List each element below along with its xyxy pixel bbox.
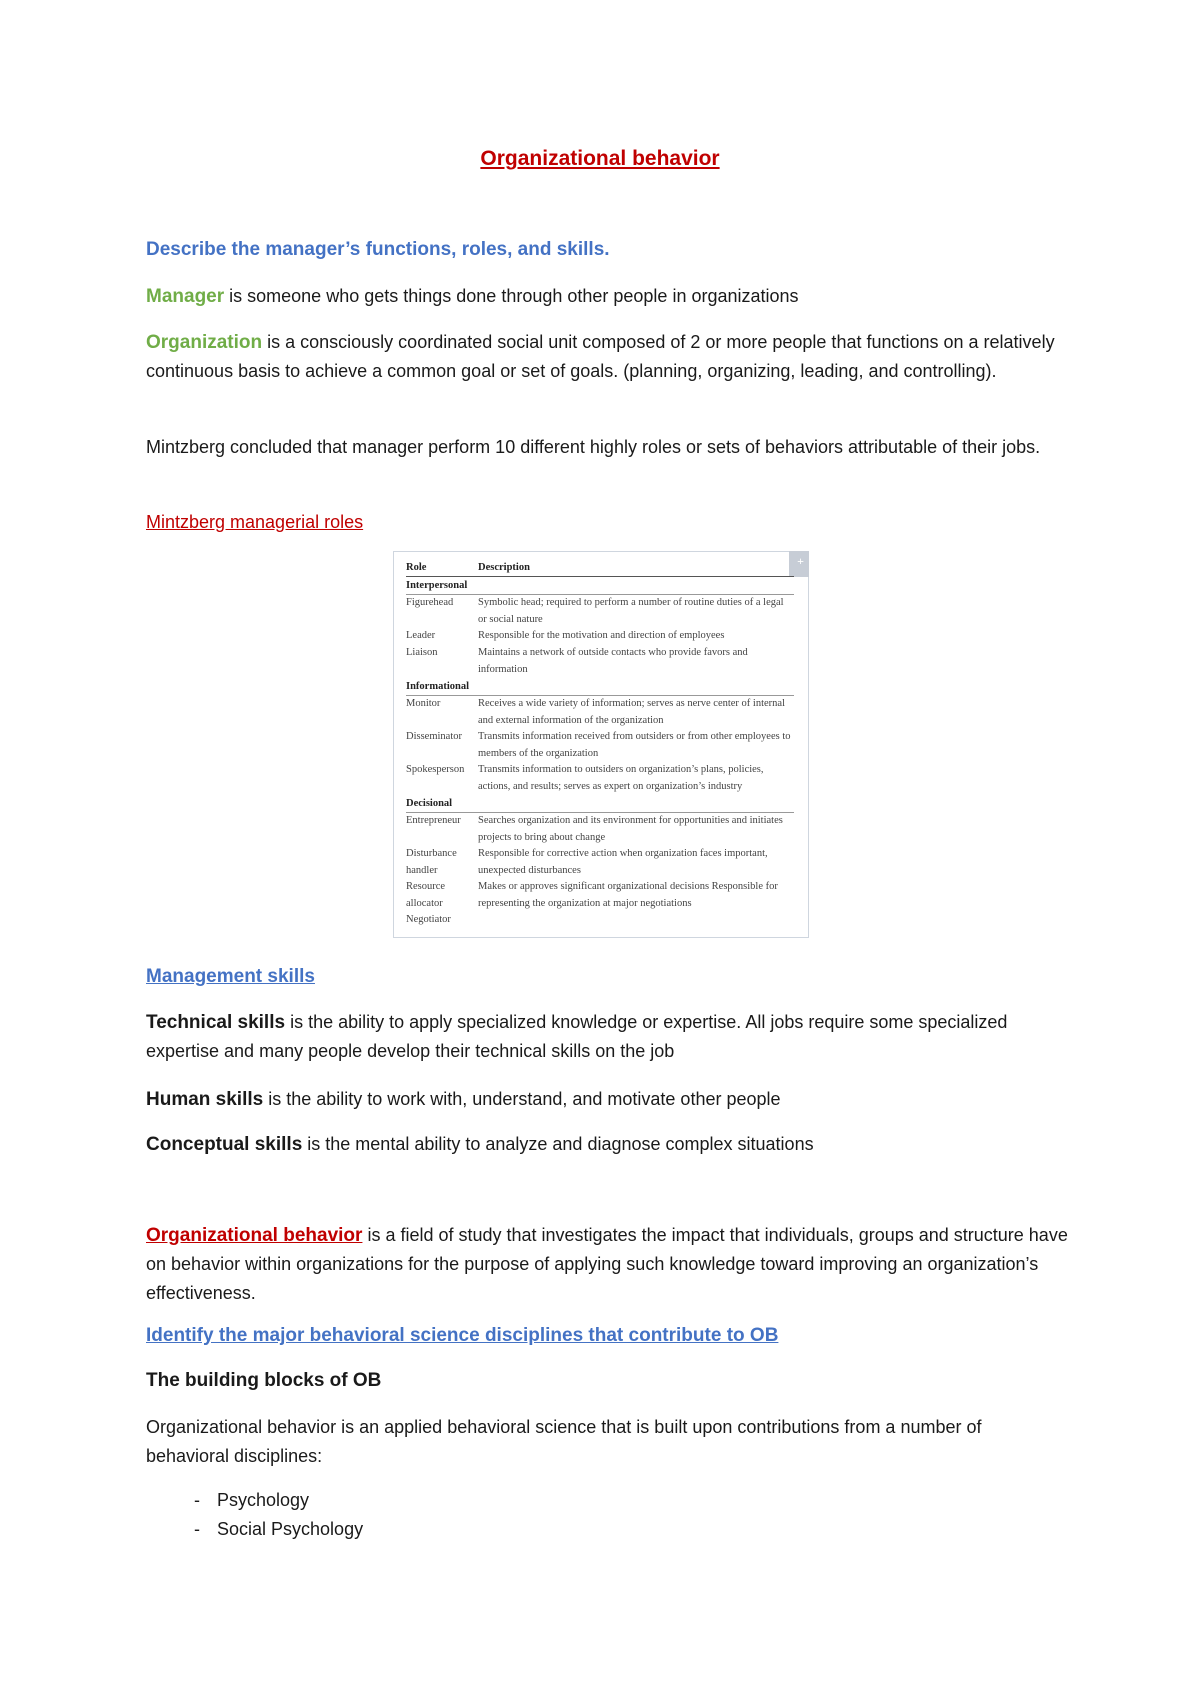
table-category: Decisional bbox=[406, 795, 794, 813]
discipline-social-psychology: Social Psychology bbox=[217, 1519, 364, 1539]
mintzberg-paragraph: Mintzberg concluded that manager perform 10 different highly roles or sets of behaviors attributable of their jobs. bbox=[146, 437, 1041, 457]
table-row bbox=[406, 762, 794, 795]
human-skills-term: Human skills bbox=[146, 1089, 264, 1110]
bookmark-icon[interactable]: + bbox=[789, 551, 809, 577]
conceptual-skills-term: Conceptual skills bbox=[146, 1134, 303, 1155]
organization-definition bbox=[146, 328, 1066, 386]
description-cell: Searches organization and its environment for opportunities and initiates projects to bring about change bbox=[478, 815, 783, 843]
table-body bbox=[406, 577, 794, 929]
applied-science-paragraph: Organizational behavior is an applied behavioral science that is built upon contributions from a number of behavioral disciplines: bbox=[146, 1417, 982, 1466]
human-skills-text: is the ability to work with, understand, and motivate other people bbox=[263, 1089, 781, 1109]
description-cell: Responsible for corrective action when organization faces important, unexpected disturbances bbox=[478, 848, 768, 876]
organization-term: Organization bbox=[146, 332, 263, 353]
table-header-description: Description bbox=[478, 562, 530, 573]
description-cell: Responsible for the motivation and direction of employees bbox=[478, 630, 725, 641]
table-row bbox=[406, 696, 794, 729]
building-blocks-heading: The building blocks of OB bbox=[146, 1370, 382, 1391]
mintzberg-roles-table bbox=[393, 551, 809, 938]
discipline-psychology: Psychology bbox=[217, 1490, 310, 1510]
table-row bbox=[406, 729, 794, 762]
list-item: - Social Psychology bbox=[194, 1519, 364, 1539]
table-row bbox=[406, 912, 794, 929]
description-cell: Maintains a network of outside contacts who provide favors and information bbox=[478, 647, 748, 675]
ob-term: Organizational behavior bbox=[146, 1225, 363, 1246]
role-cell: Negotiator bbox=[406, 914, 451, 925]
role-cell: Figurehead bbox=[406, 597, 454, 608]
table-row bbox=[406, 846, 794, 879]
description-cell: Symbolic head; required to perform a number of routine duties of a legal or social nature bbox=[478, 597, 784, 625]
description-cell: Transmits information received from outsiders or from other employees to members of the organization bbox=[478, 731, 791, 759]
description-cell: Transmits information to outsiders on organization’s plans, policies, actions, and results; serves as expert on organization’s industry bbox=[478, 764, 764, 792]
role-cell: Liaison bbox=[406, 647, 438, 658]
section-heading-functions: Describe the manager’s functions, roles, and skills. bbox=[146, 239, 610, 260]
list-item: - Psychology bbox=[194, 1490, 310, 1510]
technical-skills-text: is the ability to apply specialized knowledge or expertise. All jobs require some specialized expertise and many people develop their technical skills on the job bbox=[146, 1012, 1008, 1061]
role-cell: Spokesperson bbox=[406, 764, 465, 775]
table-category: Informational bbox=[406, 678, 794, 696]
table-row bbox=[406, 879, 794, 912]
table-row bbox=[406, 595, 794, 628]
mintzberg-roles-link[interactable]: Mintzberg managerial roles bbox=[146, 512, 364, 532]
conceptual-skills-text: is the mental ability to analyze and diagnose complex situations bbox=[302, 1134, 814, 1154]
role-cell: Resource allocator bbox=[406, 881, 446, 909]
role-cell: Entrepreneur bbox=[406, 815, 461, 826]
ob-text: is a field of study that investigates the impact that individuals, groups and structure have on behavior within organizations for the purpose of applying such knowledge toward improving an organization’s effectiveness. bbox=[146, 1225, 1068, 1303]
manager-term: Manager bbox=[146, 286, 225, 307]
role-cell: Disseminator bbox=[406, 731, 462, 742]
organization-text: is a consciously coordinated social unit composed of 2 or more people that functions on a relatively continuous basis to achieve a common goal or set of goals. (planning, organizing, leading, and controlling). bbox=[146, 332, 1055, 381]
disciplines-list bbox=[146, 1486, 363, 1544]
manager-definition bbox=[146, 282, 1066, 311]
human-skills-definition bbox=[146, 1085, 1066, 1114]
role-cell: Leader bbox=[406, 630, 436, 641]
management-skills-heading: Management skills bbox=[146, 966, 315, 987]
ob-definition bbox=[146, 1221, 1071, 1308]
manager-text: is someone who gets things done through other people in organizations bbox=[224, 286, 799, 306]
role-cell: Disturbance handler bbox=[406, 848, 457, 876]
role-cell: Monitor bbox=[406, 698, 441, 709]
table-row bbox=[406, 813, 794, 846]
table-row bbox=[406, 645, 794, 678]
table-category: Interpersonal bbox=[406, 577, 794, 595]
technical-skills-term: Technical skills bbox=[146, 1012, 286, 1033]
description-cell: Makes or approves significant organizational decisions Responsible for representing the organization at major negotiations bbox=[478, 881, 778, 909]
table-header bbox=[406, 558, 794, 577]
table-row bbox=[406, 628, 794, 645]
technical-skills-definition bbox=[146, 1008, 1066, 1066]
disciplines-heading: Identify the major behavioral science disciplines that contribute to OB bbox=[146, 1325, 779, 1346]
table-header-role: Role bbox=[406, 562, 427, 573]
page-title: Organizational behavior bbox=[480, 147, 720, 170]
conceptual-skills-definition bbox=[146, 1130, 1066, 1159]
description-cell: Receives a wide variety of information; serves as nerve center of internal and external information of the organization bbox=[478, 698, 785, 726]
